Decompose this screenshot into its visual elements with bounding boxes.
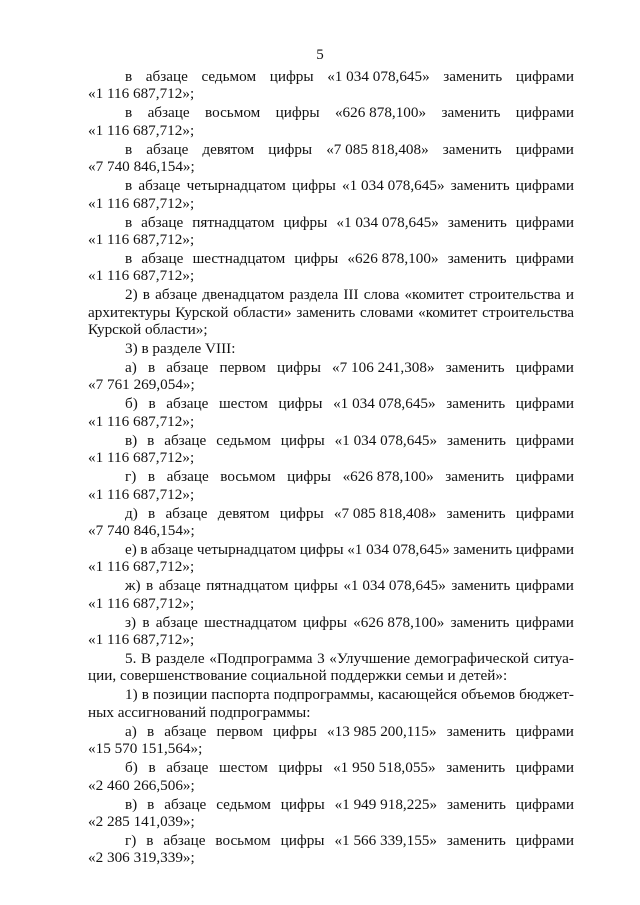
word: демографической <box>414 650 529 667</box>
word: цифрами <box>515 504 574 522</box>
word: цифры <box>278 395 323 413</box>
word: цифры <box>280 431 325 449</box>
word: словами <box>360 303 414 321</box>
word: «1 034 078,645» <box>336 213 439 231</box>
word: «комитет <box>418 303 478 321</box>
word: области» <box>233 303 292 321</box>
word: в <box>125 68 133 85</box>
word: девятом <box>202 140 255 158</box>
page-number: 5 <box>316 47 324 63</box>
word: в <box>146 577 154 595</box>
text-line <box>88 650 574 667</box>
word: цифры <box>269 68 314 85</box>
word: цифры <box>294 249 339 267</box>
word: абзаце <box>145 68 188 85</box>
word: абзаце <box>166 359 209 376</box>
word: цифры <box>293 577 338 595</box>
word: абзаце <box>138 177 181 195</box>
word: цифрами <box>515 104 574 122</box>
word: шестом <box>218 759 268 777</box>
word: заменить <box>446 722 506 740</box>
text-line <box>88 250 574 267</box>
word: заменить <box>447 213 507 231</box>
text-line <box>88 432 574 449</box>
word: «Подпрограмма <box>209 650 313 667</box>
word: цифры <box>299 540 344 558</box>
word: цифры <box>303 613 347 631</box>
text-line <box>88 759 574 776</box>
word: двенадцатом <box>202 286 285 304</box>
word: четырнадцатом <box>186 177 286 195</box>
word: абзаце <box>165 504 208 522</box>
text-line <box>88 395 574 412</box>
word: заменить <box>446 504 506 522</box>
word: шестнадцатом <box>192 249 286 267</box>
word: заменить <box>296 303 356 321</box>
word: седьмом <box>216 795 271 813</box>
text-line <box>88 796 574 813</box>
word: цифры <box>291 177 336 195</box>
word: «7 085 818,408» <box>333 504 437 522</box>
text-line <box>88 686 574 703</box>
text-line: «1 116 687,712»; <box>88 594 195 612</box>
word: в) <box>125 795 138 813</box>
word: «1 034 078,645» <box>343 577 446 595</box>
word: абзаце <box>164 795 207 813</box>
word: цифры <box>280 831 325 849</box>
text-line: «15 570 151,564»; <box>88 740 203 758</box>
word: заменить <box>446 395 506 413</box>
word: б) <box>125 759 138 777</box>
word: Курской <box>175 303 229 321</box>
word: в) <box>125 431 138 449</box>
word: цифрами <box>515 795 574 813</box>
text-line: «1 116 687,712»; <box>88 121 195 139</box>
word: в <box>146 722 155 740</box>
word: г) <box>125 831 137 849</box>
text-line <box>88 177 574 194</box>
text-line: «2 285 141,039»; <box>88 812 195 830</box>
word: абзаце <box>166 468 209 486</box>
word: е) <box>125 540 137 558</box>
text-line: «2 306 319,339»; <box>88 849 195 867</box>
word: цифрами <box>515 177 574 195</box>
word: раздела <box>289 286 339 304</box>
word: абзаце <box>147 104 190 122</box>
word: в <box>142 613 150 631</box>
word: заменить <box>442 140 502 158</box>
word: д) <box>125 504 138 522</box>
text-line <box>88 214 574 231</box>
text-line: Курской области»; <box>88 321 208 339</box>
word: «626 878,100» <box>334 104 427 122</box>
word: ситуа- <box>533 650 574 667</box>
word: цифрами <box>515 395 574 413</box>
word: пятнадцатом <box>206 577 289 595</box>
word: в <box>125 140 133 158</box>
word: первом <box>216 722 263 740</box>
text-line: «1 116 687,712»; <box>88 485 195 503</box>
word: в <box>125 213 133 231</box>
word: абзаце <box>155 286 198 304</box>
word: разделе <box>155 650 205 667</box>
word: абзаце <box>166 759 209 777</box>
word: заменить <box>446 831 506 849</box>
word: цифры <box>279 504 324 522</box>
word: цифрами <box>515 759 574 777</box>
word: 5. <box>125 650 137 667</box>
text-line: ных ассигнований подпрограммы: <box>88 703 311 721</box>
document-body <box>88 68 574 868</box>
word: заменить <box>446 759 506 777</box>
word: в <box>147 359 156 376</box>
word: заменить <box>445 359 505 376</box>
word: в <box>141 686 149 704</box>
word: «13 985 200,115» <box>327 722 437 740</box>
word: 2) <box>125 286 138 304</box>
text-line <box>88 723 574 740</box>
word: касающейся <box>377 686 458 704</box>
word: абзаце <box>141 249 184 267</box>
word: заменить <box>447 795 506 813</box>
text-line: «1 116 687,712»; <box>88 412 195 430</box>
word: «1 034 078,645» <box>347 540 450 558</box>
word: абзаце <box>158 577 201 595</box>
text-line: ции, совершенствование социальной поддержки семьи и детей»: <box>88 667 508 685</box>
text-line: «7 740 846,154»; <box>88 521 195 539</box>
word: абзаце <box>141 213 184 231</box>
word: восьмом <box>220 468 276 486</box>
word: цифры <box>283 213 328 231</box>
text-line: «1 116 687,712»; <box>88 85 195 103</box>
text-line: «1 116 687,712»; <box>88 194 195 212</box>
word: цифрами <box>515 359 574 376</box>
word: «626 878,100» <box>342 468 434 486</box>
text-line <box>88 68 574 85</box>
word: шестнадцатом <box>204 613 297 631</box>
word: ж) <box>125 577 141 595</box>
text-line <box>88 286 574 303</box>
word: объемов <box>461 686 516 704</box>
word: седьмом <box>216 431 271 449</box>
text-line: «7 761 269,054»; <box>88 376 195 394</box>
text-line <box>88 304 574 321</box>
word: заменить <box>441 104 501 122</box>
word: в <box>148 395 156 413</box>
word: 3 <box>317 650 325 667</box>
word: пятнадцатом <box>192 213 275 231</box>
text-line <box>88 614 574 631</box>
word: подпрограммы, <box>273 686 374 704</box>
word: шестом <box>218 395 268 413</box>
text-line <box>88 359 574 376</box>
word: заменить <box>450 613 510 631</box>
word: и <box>565 286 574 304</box>
word: абзаце <box>151 540 194 558</box>
word: цифры <box>275 104 320 122</box>
word: девятом <box>217 504 270 522</box>
word: «626 878,100» <box>347 249 439 267</box>
word: в <box>125 104 133 122</box>
word: восьмом <box>205 104 261 122</box>
word: абзаце <box>146 140 189 158</box>
word: а) <box>125 359 137 376</box>
word: цифры <box>280 795 325 813</box>
text-line <box>88 541 574 558</box>
word: цифрами <box>515 722 574 740</box>
word: архитектуры <box>88 303 171 321</box>
word: цифры <box>287 468 331 486</box>
word: з) <box>125 613 137 631</box>
word: цифрами <box>515 468 574 486</box>
text-line <box>88 468 574 485</box>
word: «7 106 241,308» <box>332 359 435 376</box>
text-line: «1 116 687,712»; <box>88 230 195 248</box>
word: заменить <box>450 177 510 195</box>
word: в <box>125 249 133 267</box>
word: седьмом <box>201 68 257 85</box>
word: цифрами <box>515 140 574 158</box>
word: «1 949 918,225» <box>334 795 438 813</box>
word: абзаце <box>166 395 209 413</box>
word: «1 950 518,055» <box>333 759 436 777</box>
word: цифрами <box>515 577 574 595</box>
text-line: «7 740 846,154»; <box>88 158 195 176</box>
word: цифрами <box>515 831 574 849</box>
word: цифрами <box>515 213 574 231</box>
word: III <box>343 286 359 304</box>
word: абзаце <box>164 722 207 740</box>
word: цифрами <box>515 613 574 631</box>
text-line: 3) в разделе VIII: <box>125 340 236 358</box>
text-line <box>88 505 574 522</box>
word: «626 878,100» <box>353 613 445 631</box>
word: цифры <box>268 140 313 158</box>
word: «1 034 078,645» <box>327 68 430 85</box>
word: заменить <box>453 540 513 558</box>
word: заменить <box>443 68 503 85</box>
word: слова <box>363 286 400 304</box>
text-line <box>88 141 574 158</box>
word: цифрами <box>515 431 574 449</box>
word: «Улучшение <box>329 650 411 667</box>
word: заменить <box>447 249 507 267</box>
word: в <box>148 759 156 777</box>
word: четырнадцатом <box>196 540 297 558</box>
text-line: «1 116 687,712»; <box>88 267 195 285</box>
text-line <box>88 832 574 849</box>
word: 1) <box>125 686 138 704</box>
word: в <box>142 286 150 304</box>
word: в <box>146 831 154 849</box>
text-line: «1 116 687,712»; <box>88 449 195 467</box>
word: в <box>125 177 133 195</box>
word: паспорта <box>211 686 270 704</box>
word: цифрами <box>515 249 574 267</box>
word: «1 034 078,645» <box>334 431 438 449</box>
word: цифры <box>273 722 317 740</box>
text-line <box>88 104 574 121</box>
word: в <box>147 468 156 486</box>
word: цифры <box>277 359 321 376</box>
word: в <box>140 540 148 558</box>
text-line: «2 460 266,506»; <box>88 776 195 794</box>
word: «1 034 078,645» <box>333 395 436 413</box>
word: строительства <box>482 303 574 321</box>
word: «7 085 818,408» <box>326 140 429 158</box>
text-line: «1 116 687,712»; <box>88 558 195 576</box>
word: заменить <box>451 577 511 595</box>
word: В <box>141 650 152 667</box>
word: абзаце <box>155 613 198 631</box>
word: в <box>148 504 156 522</box>
word: первом <box>219 359 266 376</box>
word: в <box>147 795 155 813</box>
word: восьмом <box>215 831 271 849</box>
word: заменить <box>447 431 506 449</box>
text-line <box>88 577 574 594</box>
word: «1 566 339,155» <box>334 831 437 849</box>
word: цифры <box>278 759 323 777</box>
word: а) <box>125 722 137 740</box>
word: «комитет <box>404 286 464 304</box>
word: в <box>147 431 155 449</box>
word: б) <box>125 395 138 413</box>
word: абзаце <box>163 831 206 849</box>
word: цифрами <box>515 540 574 558</box>
word: бюджет- <box>519 686 574 704</box>
word: абзаце <box>164 431 207 449</box>
word: строительства <box>468 286 561 304</box>
text-line: «1 116 687,712»; <box>88 631 195 649</box>
word: заменить <box>445 468 505 486</box>
word: позиции <box>152 686 208 704</box>
word: «1 034 078,645» <box>342 177 445 195</box>
word: цифрами <box>515 68 574 85</box>
word: г) <box>125 468 137 486</box>
